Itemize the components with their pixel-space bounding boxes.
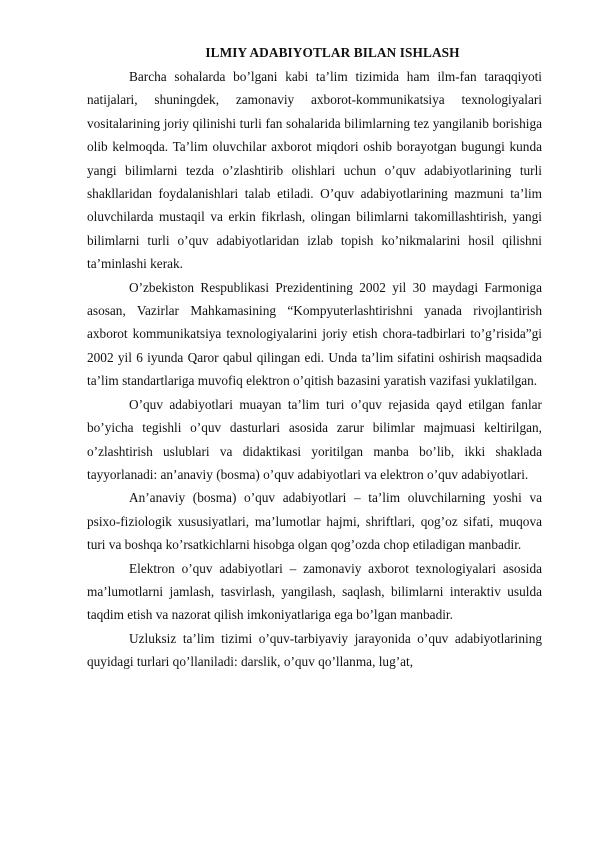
paragraph-6: Uzluksiz ta’lim tizimi o’quv-tarbiyaviy jarayonida o’quv adabiyotlarining quyidagi turlari qo’llaniladi: darslik, o’quv qo’llanma, lug’at, — [87, 630, 542, 670]
paragraph-2: O’zbekiston Respublikasi Prezidentining 2002 yil 30 maydagi Farmoniga asosan, Vazirlar Mahkamasining “Kompyuterlashtirishni yanada rivojlantirish axborot kommunikatsiya texnologiyalarini joriy etish chora-tadbirlari to’g’risida”gi 2002 yil 6 iyunda Qaror qabul qilingan edi. Unda ta’lim sifatini oshirish maqsadida ta’lim standartlariga muvofiq elektron o’qitish bazasini yaratish vazifasi yuklatilgan. — [87, 279, 542, 389]
document-title: ILMIY ADABIYOTLAR BILAN ISHLASH — [205, 45, 460, 60]
document-page — [87, 43, 542, 674]
paragraph-3: O’quv adabiyotlari muayan ta’lim turi o’quv rejasida qayd etilgan fanlar bo’yicha tegishli o’quv dasturlari asosida zarur bilimlar majmuasi keltirilgan, o’zlashtirish uslublari va didaktikasi yoritilgan manba bo’lib, ikki shaklada tayyorlanadi: an’anaviy (bosma) o’quv adabiyotlari va elektron o’quv adabiyotlari. — [87, 396, 542, 482]
paragraph-5: Elektron o’quv adabiyotlari – zamonaviy axborot texnologiyalari asosida ma’lumotlarni jamlash, tasvirlash, yangilash, saqlash, bilimlarni interaktiv usulda taqdim etish va nazorat qilish imkoniyatlariga ega bo’lgan manbadir. — [87, 560, 542, 623]
paragraph-1: Barcha sohalarda bo’lgani kabi ta’lim tizimida ham ilm-fan taraqqiyoti natijalari, shuningdek, zamonaviy axborot-kommunikatsiya texnologiyalari vositalarining joriy qilinishi turli fan sohalarida bilimlarning tez yangilanib borishiga olib kelmoqda. Ta’lim oluvchilar axborot miqdori oshib borayotgan bugungi kunda yangi bilimlarni tezda o’zlashtirib olishlari uchun o’quv adabiyotlarining turli shakllaridan foydalanishlari talab etiladi. O’quv adabiyotlarining mazmuni ta’lim oluvchilarda mustaqil va erkin fikrlash, olingan bilimlarni takomillashtirish, yangi bilimlarni turli o’quv adabiyotlaridan izlab topish ko’nikmalarini hosil qilishni ta’minlashi kerak. — [87, 69, 542, 272]
paragraph-4: An’anaviy (bosma) o’quv adabiyotlari – ta’lim oluvchilarning yoshi va psixo-fiziologik xususiyatlari, ma’lumotlar hajmi, shriftlari, qog’oz sifati, muqova turi va boshqa ko’rsatkichlarni hisobga olgan qog’ozda chop etiladigan manbadir. — [87, 490, 542, 553]
